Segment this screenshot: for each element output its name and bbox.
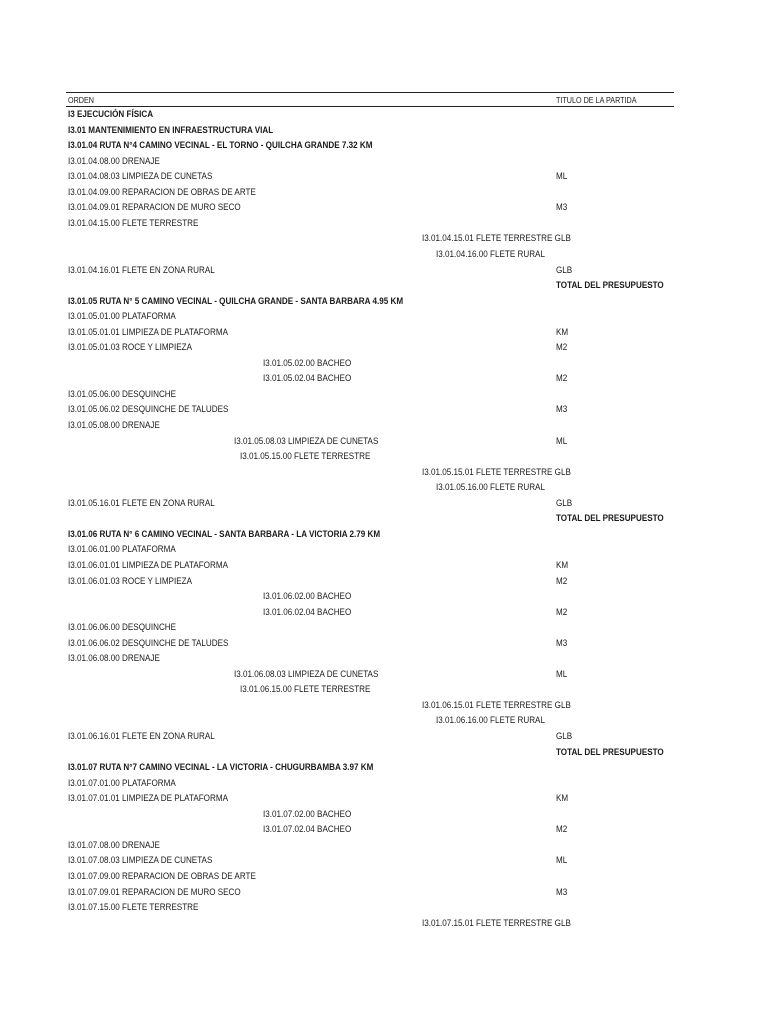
row-item-title: I3.01.06.01.03 ROCE Y LIMPIEZA [68,575,192,586]
row-item-title: I3.01.04.09.01 REPARACION DE MURO SECO [68,202,241,213]
row-item-unit: KM [556,326,569,337]
row-item-title: I3.01.07.15.00 FLETE TERRESTRE [68,902,199,913]
header-titulo-partida: TITULO DE LA PARTIDA [556,96,637,105]
row-item-title: I3.01.06.01.01 LIMPIEZA DE PLATAFORMA [68,559,228,570]
row-item-title: I3.01.07.02.00 BACHEO [263,808,352,819]
row-item-title: I3.01.07.08.03 LIMPIEZA DE CUNETAS [68,855,213,866]
row-item-unit: M2 [556,342,568,353]
row-item-unit: GLB [556,731,573,741]
row-item-title: I3.01.06.15.01 FLETE TERRESTRE GLB [422,699,571,710]
row-item-title: I3.01.05.01.03 ROCE Y LIMPIEZA [68,342,192,353]
total-presupuesto-label: TOTAL DEL PRESUPUESTO [556,280,664,291]
row-item-title: I3.01.07.01.00 PLATAFORMA [68,777,176,788]
row-item-title: I3 EJECUCIÓN FÍSICA [68,109,154,119]
row-item-title: I3.01.07 RUTA N°7 CAMINO VECINAL - LA VICTORIA - CHUGURBAMBA 3.97 KM [68,762,374,773]
row-item-title: I3.01.05.15.01 FLETE TERRESTRE GLB [422,466,571,477]
row-item-title: I3.01.05.06.02 DESQUINCHE DE TALUDES [68,404,229,415]
row-item-title: I3.01.05.08.03 LIMPIEZA DE CUNETAS [234,435,379,446]
row-item-title: I3.01.06.02.04 BACHEO [263,606,352,617]
row-item-title: I3.01.04.08.03 LIMPIEZA DE CUNETAS [68,171,213,182]
row-item-title: I3.01.04.16.00 FLETE RURAL [436,248,545,259]
row-item-title: I3.01.07.08.00 DRENAJE [68,839,160,850]
row-item-title: I3.01.05 RUTA N° 5 CAMINO VECINAL - QUILCHA GRANDE - SANTA BARBARA 4.95 KM [68,295,404,306]
header-top-rule [66,92,674,93]
row-item-title: I3.01.07.01.01 LIMPIEZA DE PLATAFORMA [68,793,228,804]
row-item-title: I3.01.05.08.00 DRENAJE [68,420,160,430]
row-item-unit: M3 [556,637,568,648]
header-bottom-rule [66,106,674,107]
row-item-unit: M2 [556,575,568,586]
row-item-title: I3.01.05.15.00 FLETE TERRESTRE [240,451,371,462]
row-item-unit: M2 [556,606,568,617]
row-item-unit: ML [556,855,568,866]
row-item-unit: M3 [556,202,568,213]
row-item-title: I3.01.06.08.00 DRENAJE [68,653,160,664]
row-item-title: I3.01.06.08.03 LIMPIEZA DE CUNETAS [234,668,379,679]
row-item-title: I3.01.05.01.00 PLATAFORMA [68,311,176,322]
row-item-title: I3.01.05.01.01 LIMPIEZA DE PLATAFORMA [68,326,228,337]
row-item-unit: M2 [556,373,568,384]
row-item-unit: ML [556,668,568,679]
row-item-title: I3.01.07.02.04 BACHEO [263,824,352,835]
row-item-title: I3.01.06.06.02 DESQUINCHE DE TALUDES [68,637,229,648]
row-item-title: I3.01.06.02.00 BACHEO [263,591,352,602]
row-item-title: I3.01 MANTENIMIENTO EN INFRAESTRUCTURA VIAL [68,124,274,135]
row-item-title: I3.01.06.16.00 FLETE RURAL [436,715,545,726]
row-item-title: I3.01.06.01.00 PLATAFORMA [68,544,176,555]
row-item-title: I3.01.07.09.01 REPARACION DE MURO SECO [68,886,241,897]
row-item-title: I3.01.04.08.00 DRENAJE [68,155,160,166]
row-item-unit: GLB [556,264,573,275]
row-item-title: I3.01.04.15.00 FLETE TERRESTRE [68,217,199,228]
row-item-title: I3.01.06.16.01 FLETE EN ZONA RURAL [68,731,215,741]
row-item-unit: GLB [556,497,573,508]
row-item-title: I3.01.07.15.01 FLETE TERRESTRE GLB [422,917,571,928]
row-item-title: I3.01.07.09.00 REPARACION DE OBRAS DE ARTE [68,870,256,881]
row-item-title: I3.01.06.06.00 DESQUINCHE [68,622,177,633]
row-item-unit: M3 [556,404,568,415]
row-item-title: I3.01.06.15.00 FLETE TERRESTRE [240,684,371,695]
header-orden: ORDEN [68,96,95,105]
total-presupuesto-label: TOTAL DEL PRESUPUESTO [556,513,664,524]
row-item-title: I3.01.04 RUTA N°4 CAMINO VECINAL - EL TORNO - QUILCHA GRANDE 7.32 KM [68,140,373,151]
row-item-title: I3.01.05.16.00 FLETE RURAL [436,482,545,493]
row-item-title: I3.01.05.02.00 BACHEO [263,357,352,368]
total-presupuesto-label: TOTAL DEL PRESUPUESTO [556,746,664,757]
row-item-title: I3.01.04.15.01 FLETE TERRESTRE GLB [422,233,571,244]
row-item-title: I3.01.04.09.00 REPARACION DE OBRAS DE ARTE [68,186,256,197]
row-item-title: I3.01.05.16.01 FLETE EN ZONA RURAL [68,497,215,508]
row-item-unit: ML [556,435,568,446]
row-item-unit: M2 [556,824,568,835]
row-item-title: I3.01.05.02.04 BACHEO [263,373,352,384]
row-item-unit: KM [556,793,569,804]
row-item-unit: ML [556,171,568,182]
row-item-unit: M3 [556,886,568,897]
row-item-title: I3.01.05.06.00 DESQUINCHE [68,388,177,399]
row-item-title: I3.01.06 RUTA N° 6 CAMINO VECINAL - SANTA BARBARA - LA VICTORIA 2.79 KM [68,528,381,539]
row-item-title: I3.01.04.16.01 FLETE EN ZONA RURAL [68,264,215,275]
row-item-unit: KM [556,559,569,570]
